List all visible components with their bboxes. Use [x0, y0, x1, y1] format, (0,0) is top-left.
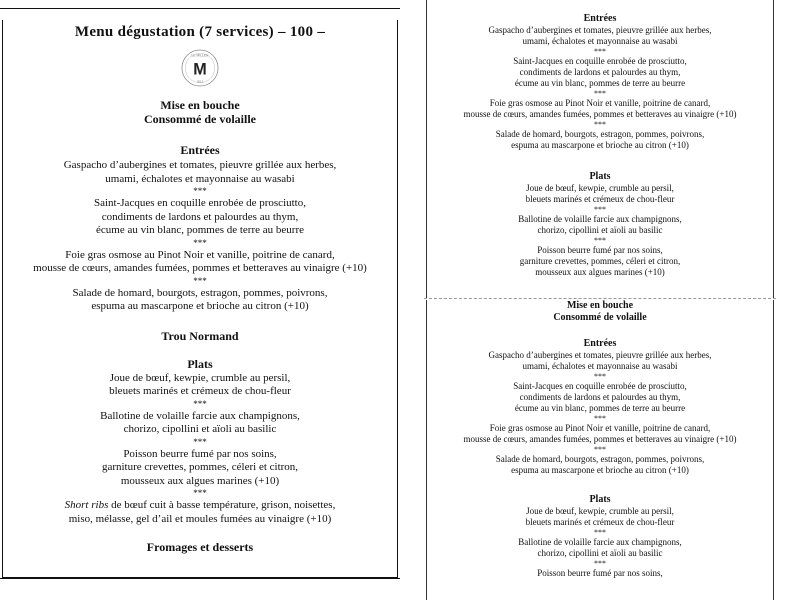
plats-heading: Plats — [589, 171, 611, 182]
entrees-heading: Entrées — [583, 338, 617, 349]
fromages-desserts: Fromages et desserts — [146, 540, 254, 554]
entrees-heading: Entrées — [583, 13, 617, 24]
dish-item: Salade de homard, bourgots, estragon, pommes, poivrons, espuma au mascarpone et brioche au citron (+10) — [72, 286, 328, 312]
dish-item: Joue de bœuf, kewpie, crumble au persil, bleuets marinés et crémeux de chou-fleur — [525, 183, 675, 204]
dish-item: Foie gras osmose au Pinot Noir et vanille, poitrine de canard, mousse de cœurs, amandes fumées, pommes et betteraves au vinaigre (+10) — [463, 423, 737, 444]
dish-item: Joue de bœuf, kewpie, crumble au persil, bleuets marinés et crémeux de chou-fleur — [525, 506, 675, 527]
dish-item: Ballotine de volaille farcie aux champignons, chorizo, cipollini et aïoli au basilic — [100, 409, 300, 435]
separator: *** — [193, 275, 207, 286]
separator: *** — [193, 436, 207, 447]
entrees-heading: Entrées — [180, 143, 220, 157]
dish-item: Poisson beurre fumé par nos soins, garniture crevettes, pommes, céleri et citron, mousseux aux algues marines (+10) — [519, 245, 681, 277]
dish-item: Salade de homard, bourgots, estragon, pommes, poivrons, espuma au mascarpone et brioche au citron (+10) — [495, 454, 705, 475]
separator: *** — [594, 205, 606, 214]
logo-letter: M — [193, 60, 207, 79]
mise-en-bouche: Mise en bouche — [160, 98, 240, 112]
menu-page-main — [2, 20, 398, 578]
separator: *** — [594, 528, 606, 537]
page-title: Menu dégustation (7 services) – 100 – — [74, 24, 326, 40]
plats-heading: Plats — [187, 356, 213, 371]
dish-item-short-ribs: Short ribs de bœuf cuit à basse température, grison, noisettes, miso, mélasse, gel d’ail et moules fumées au vinaigre (+10) — [64, 499, 336, 525]
dish-item: Poisson beurre fumé par nos soins, garniture crevettes, pommes, céleri et citron, mousseux aux algues marines (+10) — [101, 447, 299, 487]
separator: *** — [594, 445, 606, 454]
separator: *** — [594, 236, 606, 245]
logo-ring-text: LE MILLEN — [191, 53, 209, 58]
separator: *** — [193, 398, 207, 409]
trou-normand: Trou Normand — [161, 328, 239, 343]
logo-year: 2012 — [196, 79, 204, 84]
dish-item: Saint-Jacques en coquille enrobée de prosciutto, condiments de lardons et palourdes au thym, écume au vin blanc, pommes de terre au beurre — [513, 56, 687, 88]
separator: *** — [594, 47, 606, 56]
dish-item: Foie gras osmose au Pinot Noir et vanille, poitrine de canard, mousse de cœurs, amandes fumées, pommes et betteraves au vinaigre (+10) — [463, 98, 737, 119]
dish-item-partial: Poisson beurre fumé par nos soins, — [537, 568, 663, 578]
restaurant-logo — [181, 49, 219, 87]
separator: *** — [594, 89, 606, 98]
plats-heading: Plats — [589, 494, 611, 505]
mise-en-bouche: Mise en bouche — [566, 300, 634, 311]
dish-item: Ballotine de volaille farcie aux champignons, chorizo, cipollini et aïoli au basilic — [518, 214, 682, 235]
separator: *** — [594, 559, 606, 568]
separator: *** — [594, 372, 606, 381]
separator: *** — [594, 414, 606, 423]
dish-item: Salade de homard, bourgots, estragon, pommes, poivrons, espuma au mascarpone et brioche au citron (+10) — [495, 129, 705, 150]
page-divider — [424, 298, 776, 299]
dish-item: Gaspacho d’aubergines et tomates, pieuvre grillée aux herbes, umami, échalotes et mayonnaise au wasabi — [488, 350, 712, 371]
dish-item: Joue de bœuf, kewpie, crumble au persil, bleuets marinés et crémeux de chou-fleur — [109, 371, 291, 397]
consomme: Consommé de volaille — [144, 112, 256, 126]
menu-page-copy-bottom — [426, 300, 774, 600]
bottom-rule — [0, 578, 400, 579]
dish-item: Gaspacho d’aubergines et tomates, pieuvre grillée aux herbes, umami, échalotes et mayonnaise au wasabi — [488, 25, 712, 46]
consomme: Consommé de volaille — [553, 312, 647, 323]
separator: *** — [193, 186, 207, 196]
separator: *** — [193, 237, 207, 248]
dish-item: Gaspacho d’aubergines et tomates, pieuvre grillée aux herbes, umami, échalotes et mayonnaise au wasabi — [63, 159, 337, 185]
separator: *** — [594, 120, 606, 129]
dish-item: Saint-Jacques en coquille enrobée de prosciutto, condiments de lardons et palourdes au thym, écume au vin blanc, pommes de terre au beurre — [94, 197, 306, 236]
top-rule — [0, 8, 400, 9]
dish-item: Foie gras osmose au Pinot Noir et vanille, poitrine de canard, mousse de cœurs, amandes fumées, pommes et betteraves au vinaigre (+10) — [33, 248, 367, 274]
dish-item: Saint-Jacques en coquille enrobée de prosciutto, condiments de lardons et palourdes au thym, écume au vin blanc, pommes de terre au beurre — [513, 381, 687, 413]
separator: *** — [193, 488, 207, 498]
menu-page-copy-top — [426, 0, 774, 298]
dish-item: Ballotine de volaille farcie aux champignons, chorizo, cipollini et aïoli au basilic — [518, 537, 682, 558]
